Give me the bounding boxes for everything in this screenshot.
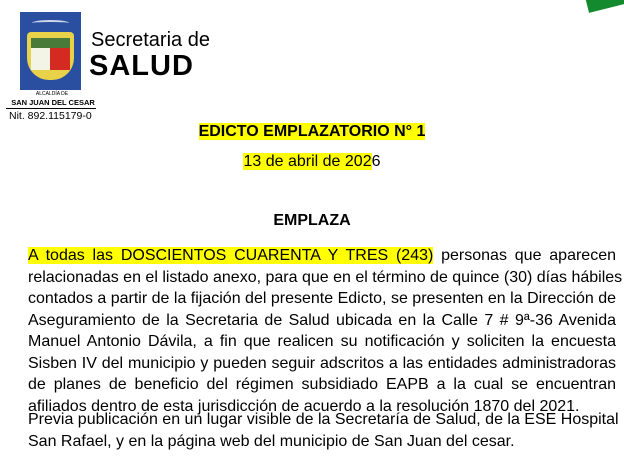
paragraph-line: Previa publicación en un lugar visible de la Secretaría de Salud, de la ESE Hospital	[28, 411, 619, 428]
section-heading: EMPLAZA	[273, 212, 351, 229]
paragraph-line: de planes de beneficio del régimen subsidiado EAPB a la cual se encuentran	[28, 376, 616, 393]
document-title	[0, 122, 624, 141]
divider	[6, 108, 96, 109]
municipal-shield-logo	[20, 12, 81, 90]
date-rest: 6	[371, 153, 381, 170]
logo-top-text: Secretaria de	[91, 29, 210, 51]
paragraph-2	[28, 409, 619, 452]
municipio-label: SAN JUAN DEL CESAR	[11, 98, 95, 107]
line-text: personas que aparecen	[433, 247, 616, 264]
paragraph-1	[28, 245, 623, 417]
paragraph-line: Aseguramiento de la Secretaria de Salud ubicada en la Calle 7 # 9ª-36 Avenida	[28, 311, 616, 329]
paragraph-line: Manuel Antonio Dávila, a fin que realicen su notificación y soliciten la encuesta	[28, 333, 616, 350]
document-date	[0, 152, 624, 171]
nit-label: Nit. 892.115179-0	[9, 110, 92, 122]
alcaldia-label: ALCALDÍA DE	[35, 91, 69, 97]
logo-bottom-text: SALUD	[89, 50, 194, 82]
paragraph-line: San Rafael, y en la página web del municipio de San Juan del cesar.	[28, 432, 515, 450]
paragraph-line: afiliados dentro de esta jurisdicción de acuerdo a la resolución 1870 del 2021.	[28, 397, 580, 415]
highlighted-text: A todas las DOSCIENTOS CUARENTA Y TRES (243)	[28, 247, 434, 264]
paragraph-line: relacionadas en el listado anexo, para que en el término de quince (30) días hábiles	[28, 268, 623, 286]
paragraph-line: Sisben IV del municipio y pueden seguir adscritos a las entidades administradoras	[28, 354, 616, 372]
corner-decoration	[583, 0, 624, 13]
date-highlighted: 13 de abril de 202	[243, 153, 372, 170]
paragraph-line	[28, 245, 616, 267]
paragraph-line: contados a partir de la fijación del presente Edicto, se presenten en la Dirección de	[28, 290, 616, 307]
title-text: EDICTO EMPLAZATORIO N° 1	[198, 123, 426, 140]
